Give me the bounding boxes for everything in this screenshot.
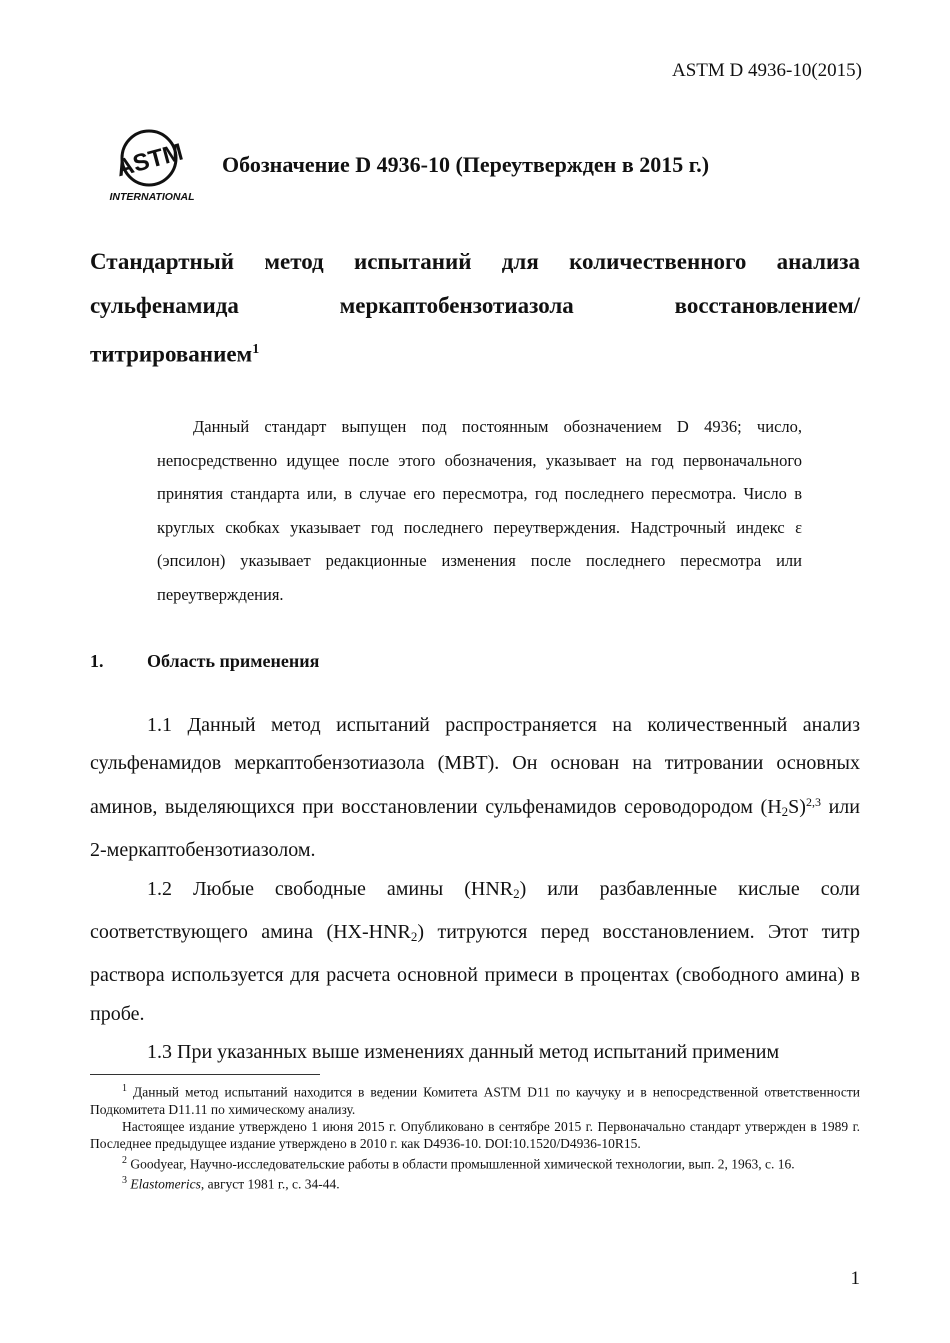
title-line-3: титрированием$^1$ (90, 341, 260, 367)
title-word: сульфенамида (90, 293, 239, 318)
standard-code: ASTM D 4936-10(2015) (672, 60, 862, 81)
title-line-1 (90, 240, 860, 284)
paragraph-1-3: 1.3 При указанных выше изменениях данный метод испытаний применим (147, 1041, 780, 1064)
title-line-2 (90, 284, 860, 328)
section-title: Область применения (147, 651, 320, 671)
astm-logo (104, 122, 200, 208)
section-body (90, 706, 860, 1072)
footnote-1-continued: Настоящее издание утверждено 1 июня 2015 г. Опубликовано в сентябре 2015 г. Первоначально стандарт утвержден в 1989 г. Последнее предыдущее издание утверждено в 2010 г. как D4936-10. DOI:10.1520/D4936-10R15. (90, 1118, 860, 1151)
page-number: 1 (850, 1268, 860, 1289)
title-word: восстановлением/ (674, 293, 860, 318)
title-word: метод (264, 249, 324, 274)
footnote-ref: 1 (252, 342, 260, 357)
section-heading (90, 651, 319, 672)
footnote-3: $^3$ Elastomerics, август 1981 г., с. 34-44. (122, 1175, 340, 1192)
footnotes (90, 1080, 860, 1193)
title-word: для (501, 249, 539, 274)
footnote-1: $^1$ Данный метод испытаний находится в ведении Комитета ASTM D11 по каучуку и в непосредственной ответственности Подкомитета D11.11 по химическому анализу. (90, 1083, 860, 1117)
title-word: меркаптобензотиазола (339, 293, 574, 318)
document-title (90, 240, 860, 377)
logo-subtext: INTERNATIONAL (109, 191, 195, 203)
paragraph-1-2: 1.2 Любые свободные амины $(HNR_2)$ или разбавленные кислые соли соответствующего амина $(HX-HNR_2)$ титруются перед восстановлением. Этот титр раствора используется для расчета основной примеси в процентах (свободного амина) в пробе. (90, 877, 860, 1025)
title-word: анализа (776, 249, 860, 274)
designation: Обозначение D 4936-10 (Переутвержден в 2015 г.) (222, 152, 710, 177)
standard-notice: Данный стандарт выпущен под постоянным обозначением D 4936; число, непосредственно идущее после этого обозначения, указывает на год первоначального принятия стандарта или, в случае его пересмотра, год последнего пересмотра. Число в круглых скобках указывает год последнего переутверждения. Надстрочный индекс ε (эпсилон) указывает редакционные изменения после последнего пересмотра или переутверждения. (157, 417, 802, 604)
footnote-2: $^2$ Goodyear, Научно-исследовательские работы в области промышленной химической технологии, вып. 2, 1963, с. 16. (122, 1154, 795, 1171)
title-word: испытаний (353, 249, 472, 274)
paragraph-1-1: 1.1 Данный метод испытаний распространяется на количественный анализ сульфенамидов меркаптобензотиазола (MBT). Он основан на титровании основных аминов, выделяющихся при восстановлении сульфенамидов сероводородом $(H_2S)^{2,3}$ или 2-меркаптобензотиазолом. (90, 714, 860, 862)
footnote-ref: 2,3 (805, 794, 821, 809)
footnote-divider (90, 1074, 320, 1075)
logo-text: ASTM (113, 138, 186, 183)
title-word: количественного (569, 249, 747, 274)
section-number: 1. (90, 651, 104, 671)
title-word: Стандартный (90, 249, 235, 274)
